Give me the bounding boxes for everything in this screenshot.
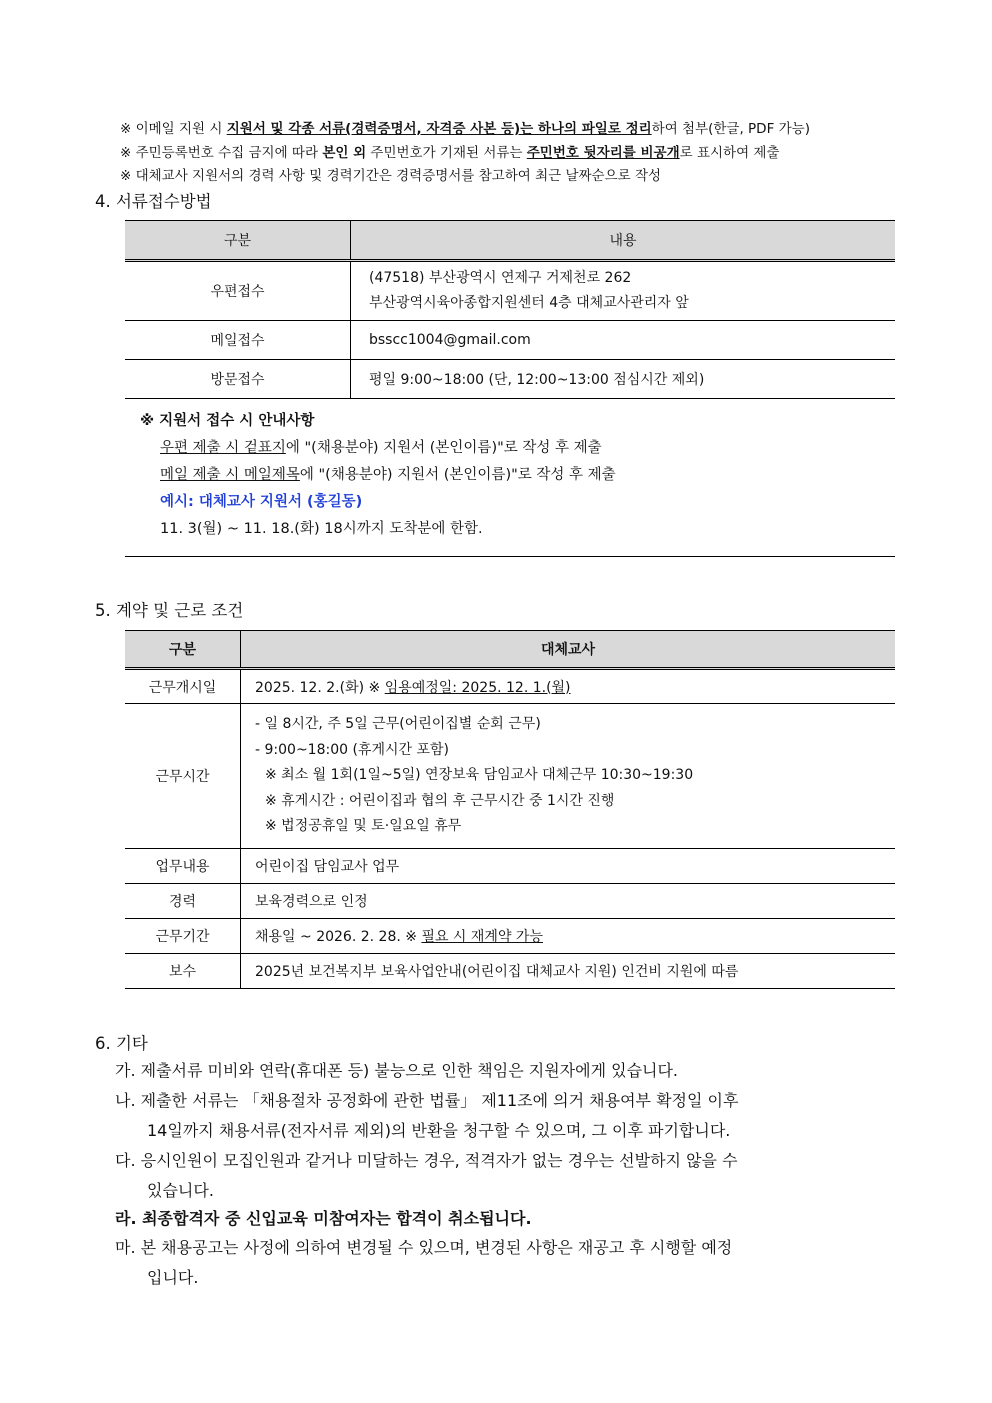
- table-row: 우편접수 (47518) 부산광역시 연제구 거제천로 262 부산광역시육아종합지원센터 4층 대체교사관리자 앞: [125, 261, 895, 321]
- table-header: 내용: [351, 221, 896, 261]
- deadline-text: 11. 3(월) ~ 11. 18.(화) 18시까지 도착분에 한함.: [160, 521, 483, 537]
- item-na-cont: 14일까지 채용서류(전자서류 제외)의 반환을 청구할 수 있으며, 그 이후 파기합니다.: [147, 1121, 731, 1140]
- table-header: 구분: [125, 631, 241, 669]
- divider: [125, 556, 895, 557]
- section5-title: 5. 계약 및 근로 조건: [95, 601, 244, 620]
- contract-conditions-table: [125, 630, 895, 989]
- table-row: 방문접수 평일 9:00~18:00 (단, 12:00~13:00 점심시간 제외): [125, 360, 895, 399]
- item-ma: 마. 본 채용공고는 사정에 의하여 변경될 수 있으며, 변경된 사항은 재공고 후 시행할 예정: [115, 1238, 733, 1257]
- item-na: 나. 제출한 서류는 「채용절차 공정화에 관한 법률」 제11조에 의거 채용여부 확정일 이후: [115, 1091, 739, 1110]
- table-row: 근무기간 채용일 ~ 2026. 2. 28. ※ 필요 시 재계약 가능: [125, 919, 895, 954]
- note-career: ※ 대체교사 지원서의 경력 사항 및 경력기간은 경력증명서를 참고하여 최근 날짜순으로 작성: [120, 168, 662, 184]
- item-ma-cont: 입니다.: [147, 1268, 199, 1287]
- table-row: 메일접수 bsscc1004@gmail.com: [125, 321, 895, 360]
- example-text: 예시: 대체교사 지원서 (홍길동): [160, 494, 363, 510]
- note-email: ※ 이메일 지원 시 지원서 및 각종 서류(경력증명서, 자격증 사본 등)는 하나의 파일로 정리하여 첨부(한글, PDF 가능): [120, 121, 810, 137]
- table-row: 근무개시일 2025. 12. 2.(화) ※ 임용예정일: 2025. 12. 1.(월): [125, 669, 895, 704]
- item-ra: 라. 최종합격자 중 신입교육 미참여자는 합격이 취소됩니다.: [115, 1209, 532, 1228]
- table-header: 구분: [125, 221, 351, 261]
- item-da: 다. 응시인원이 모집인원과 같거나 미달하는 경우, 적격자가 없는 경우는 선발하지 않을 수: [115, 1151, 738, 1170]
- application-guide: ※ 지원서 접수 시 안내사항 우편 제출 시 겉표지에 "(채용분야) 지원서 (본인이름)"로 작성 후 제출 메일 제출 시 메일제목에 "(채용분야) 지원서 (본인이름)"로 작성 후 제출 예시: 대체교사 지원서 (홍길동) 11. 3(월) ~ 11. 18.(화) 18시까지 도착분에 한함.: [140, 408, 616, 543]
- item-da-cont: 있습니다.: [147, 1181, 214, 1200]
- table-row: 근무시간 - 일 8시간, 주 5일 근무(어린이집별 순회 근무) - 9:00~18:00 (휴게시간 포함) ※ 최소 월 1회(1일~5일) 연장보육 담임교사 대체근무 10:30~19:30 ※ 휴게시간 : 어린이집과 협의 후 근무시간 중 1시간 진행 ※ 법정공휴일 및 토·일요일 휴무: [125, 704, 895, 849]
- section4-title: 4. 서류접수방법: [95, 192, 212, 211]
- table-header: 대체교사: [241, 631, 896, 669]
- section6-title: 6. 기타: [95, 1034, 148, 1053]
- table-row: 경력 보육경력으로 인정: [125, 884, 895, 919]
- table-row: 업무내용 어린이집 담임교사 업무: [125, 849, 895, 884]
- email-address: bsscc1004@gmail.com: [351, 321, 896, 360]
- item-ga: 가. 제출서류 미비와 연락(휴대폰 등) 불능으로 인한 책임은 지원자에게 있습니다.: [115, 1061, 679, 1080]
- table-row: 보수 2025년 보건복지부 보육사업안내(어린이집 대체교사 지원) 인건비 지원에 따름: [125, 954, 895, 989]
- application-method-table: [125, 220, 895, 399]
- note-resident-number: ※ 주민등록번호 수집 금지에 따라 본인 외 주민번호가 기재된 서류는 주민번호 뒷자리를 비공개로 표시하여 제출: [120, 145, 780, 161]
